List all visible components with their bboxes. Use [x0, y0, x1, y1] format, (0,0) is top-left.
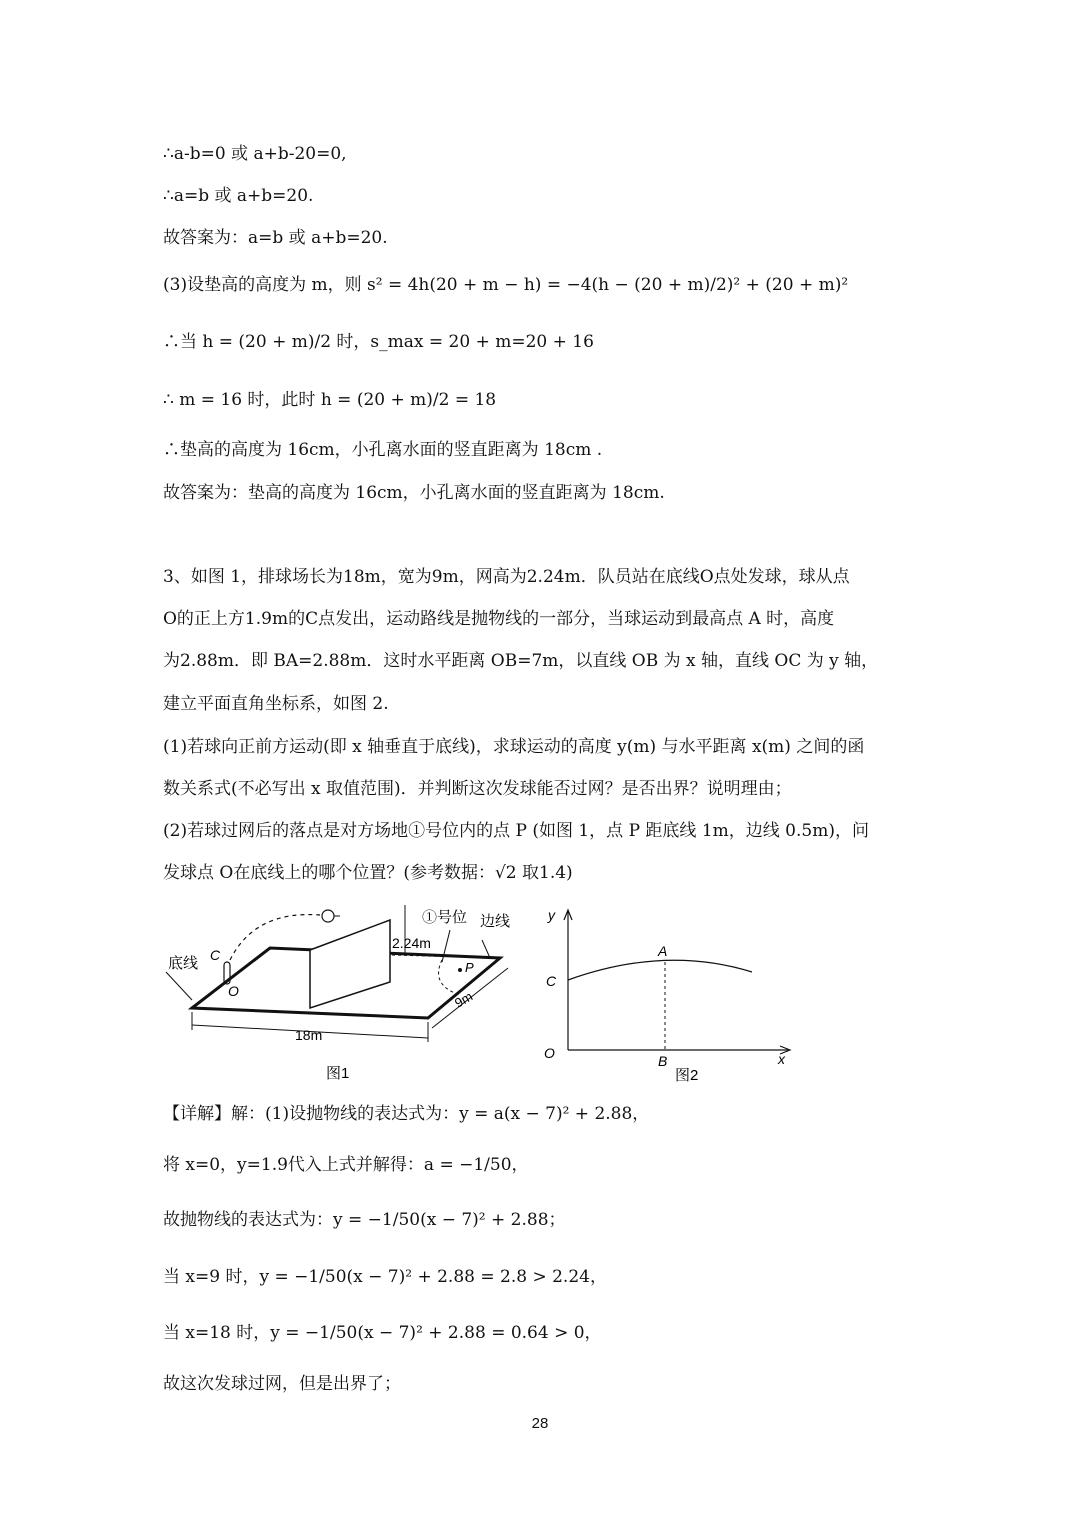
point-label-o: O	[544, 1045, 555, 1061]
solution-line-3: 故答案为：a=b 或 a+b=20.	[163, 228, 388, 248]
solution-line-7: ∴垫高的高度为 16cm，小孔离水面的竖直距离为 18cm .	[163, 440, 603, 460]
solution-line-2: ∴a=b 或 a+b=20.	[163, 186, 314, 206]
solution-line-4: (3)设垫高的高度为 m，则 s² = 4h(20 + m − h) = −4(h − (20 + m)/2)² + (20 + m)²	[163, 275, 849, 295]
question-1-line-a: (1)若球向正前方运动(即 x 轴垂直于底线)，求球运动的高度 y(m) 与水平距离 x(m) 之间的函	[163, 737, 865, 757]
label-c: C	[210, 947, 221, 963]
figure-1-court	[160, 900, 530, 1090]
label-length: 18m	[295, 1027, 323, 1043]
figure-2-coordinates	[540, 900, 800, 1090]
detail-line-5: 当 x=18 时，y = −1/50(x − 7)² + 2.88 = 0.64 > 0，	[163, 1323, 602, 1343]
detail-line-3: 故抛物线的表达式为：y = −1/50(x − 7)² + 2.88；	[163, 1210, 566, 1230]
problem-line-4: 建立平面直角坐标系，如图 2.	[163, 694, 389, 714]
point-label-c: C	[546, 973, 557, 989]
detail-line-6: 故这次发球过网，但是出界了；	[163, 1374, 401, 1394]
label-width: 9m	[452, 988, 476, 1011]
solution-line-6: ∴ m = 16 时，此时 h = (20 + m)/2 = 18	[163, 390, 497, 410]
detail-line-4: 当 x=9 时，y = −1/50(x − 7)² + 2.88 = 2.8 > 2.24，	[163, 1267, 607, 1287]
point-label-b: B	[658, 1053, 668, 1069]
detail-line-1: 【详解】解：(1)设抛物线的表达式为：y = a(x − 7)² + 2.88，	[163, 1104, 650, 1124]
label-p: P	[465, 960, 474, 975]
solution-line-1: ∴a-b=0 或 a+b-20=0,	[163, 144, 347, 164]
label-sideline: 边线	[480, 913, 511, 930]
figure-1-caption: 图1	[326, 1065, 350, 1082]
axis-label-x: x	[778, 1051, 785, 1067]
parabola-curve	[568, 960, 752, 980]
problem-line-3: 为2.88m．即 BA=2.88m．这时水平距离 OB=7m，以直线 OB 为 x 轴，直线 OC 为 y 轴，	[163, 651, 879, 671]
question-2-line-b: 发球点 O在底线上的哪个位置？(参考数据：√2 取1.4)	[163, 863, 573, 883]
solution-line-8: 故答案为：垫高的高度为 16cm，小孔离水面的竖直距离为 18cm.	[163, 483, 665, 503]
label-o: O	[228, 983, 239, 999]
axis-label-y: y	[548, 907, 555, 923]
solution-line-5: ∴当 h = (20 + m)/2 时，s_max = 20 + m=20 + 16	[163, 332, 594, 352]
label-position-1: ①号位	[422, 909, 468, 926]
net	[310, 920, 390, 1008]
detail-line-2: 将 x=0，y=1.9代入上式并解得：a = −1/50，	[163, 1155, 529, 1175]
problem-line-1: 3、如图 1，排球场长为18m，宽为9m，网高为2.24m．队员站在底线O点处发球，球从点	[163, 567, 850, 587]
label-baseline: 底线	[168, 955, 199, 972]
ball-trajectory	[230, 915, 320, 960]
question-2-line-a: (2)若球过网后的落点是对方场地①号位内的点 P (如图 1，点 P 距底线 1m，边线 0.5m)，问	[163, 821, 869, 841]
label-net-height: 2.24m	[392, 935, 431, 951]
figure-2-caption: 图2	[675, 1067, 699, 1084]
ball	[322, 910, 334, 922]
question-1-line-b: 数关系式(不必写出 x 取值范围)．并判断这次发球能否过网？是否出界？说明理由；	[163, 779, 792, 799]
page-number: 28	[531, 1415, 549, 1432]
problem-line-2: O的正上方1.9m的C点发出，运动路线是抛物线的一部分，当球运动到最高点 A 时，高度	[163, 609, 835, 629]
point-label-a: A	[658, 943, 668, 959]
